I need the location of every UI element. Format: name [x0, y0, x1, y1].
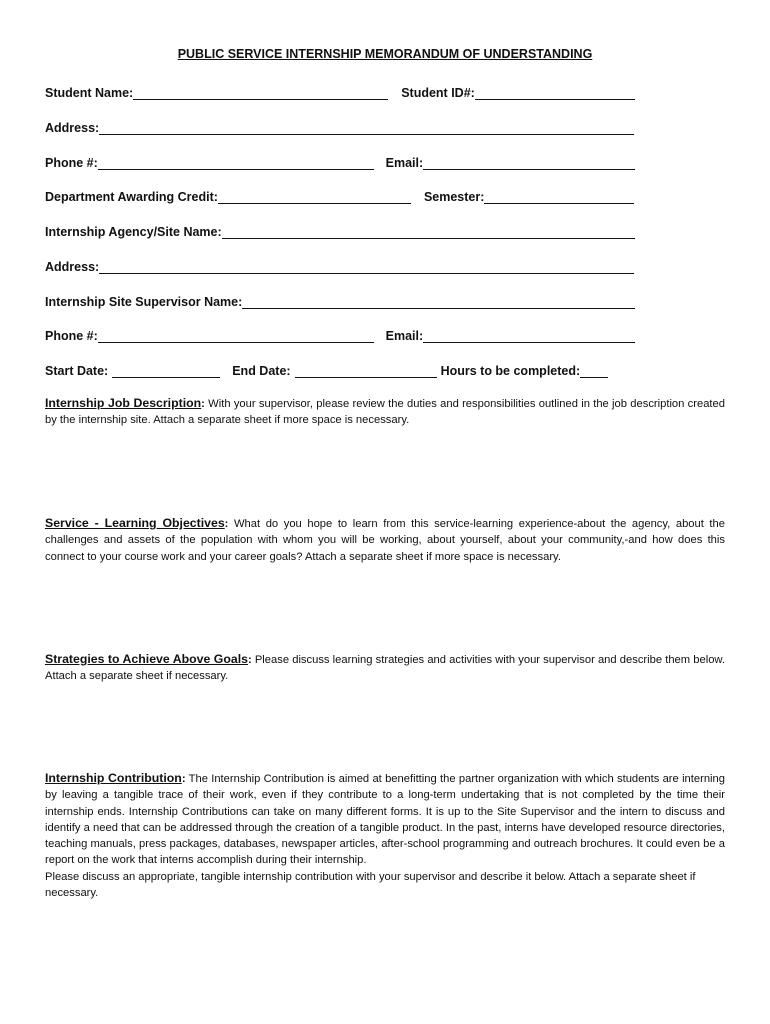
- contribution-text: The Internship Contribution is aimed at benefitting the partner organization with which students are interning by leaving a tangible trace of their work, even if they contribute to a long-term undertaking that is not completed by the time their internship ends. Internship Contributions can take on many different forms. It is up to the Site Supervisor and the intern to discuss and identify a need that can be addressed through the creation of a tangible product. In the past, interns have developed resource directories, teaching manuals, press packages, databases, newspaper articles, after-school programming and outreach brochures. It could even be a report on the work that interns accomplish during their internship.: [45, 773, 725, 867]
- student-row: [45, 82, 635, 100]
- job-description-section: Internship Job Description: With your supervisor, please review the duties and responsibilities outlined in the job description created by the internship site. Attach a separate sheet if more space is necessary.: [45, 396, 725, 427]
- start-date-field[interactable]: [112, 364, 220, 378]
- student-name-label: Student Name:: [45, 86, 134, 100]
- email-field[interactable]: [423, 156, 635, 170]
- agency-field[interactable]: [222, 225, 635, 239]
- supervisor-phone-field[interactable]: [98, 329, 374, 343]
- address-field[interactable]: [99, 121, 634, 135]
- end-date-label: End Date:: [232, 364, 291, 378]
- site-address-label: Address:: [45, 260, 100, 274]
- supervisor-contact-row: [45, 325, 635, 343]
- objectives-text: What do you hope to learn from this service-learning experience-about the agency, about the challenges and assets of the population with whom you will be working, about yourself, about your community,-and how does this connect to your course work and your career goals? Attach a separate sheet if more space is necessary.: [45, 518, 725, 563]
- start-date-label: Start Date:: [45, 364, 109, 378]
- strategies-section: Strategies to Achieve Above Goals: Please discuss learning strategies and activities with your supervisor and describe them below. Attach a separate sheet if necessary.: [45, 652, 725, 683]
- strategies-text: Please discuss learning strategies and activities with your supervisor and describe them below. Attach a separate sheet if necessary.: [45, 654, 725, 683]
- job-description-heading: Internship Job Description: [45, 396, 202, 410]
- objectives-section: Service - Learning Objectives: What do you hope to learn from this service-learning experience-about the agency, about the challenges and assets of the population with whom you will be working, about yourself, about your community,-and how does this connect to your course work and your career goals? Attach a separate sheet if more space is necessary.: [45, 516, 725, 563]
- hours-field[interactable]: [580, 364, 608, 378]
- site-address-field[interactable]: [99, 260, 634, 274]
- hours-label: Hours to be completed:: [440, 364, 581, 378]
- page-title: PUBLIC SERVICE INTERNSHIP MEMORANDUM OF UNDERSTANDING: [177, 47, 593, 61]
- agency-row: [45, 221, 635, 239]
- student-id-field[interactable]: [475, 86, 635, 100]
- semester-label: Semester:: [423, 190, 485, 204]
- address-label: Address:: [45, 121, 100, 135]
- job-description-text: With your supervisor, please review the duties and responsibilities outlined in the job description created by the internship site. Attach a separate sheet if more space is necessary.: [45, 398, 725, 427]
- dates-row: [45, 360, 635, 378]
- phone-field[interactable]: [98, 156, 374, 170]
- department-row: [45, 186, 635, 204]
- semester-field[interactable]: [484, 190, 634, 204]
- objectives-heading: Service - Learning Objectives: [45, 516, 225, 530]
- supervisor-email-label: Email:: [385, 329, 424, 343]
- email-label: Email:: [385, 156, 424, 170]
- address-row: [45, 117, 635, 135]
- site-address-row: [45, 256, 635, 274]
- contribution-section: Internship Contribution: The Internship Contribution is aimed at benefitting the partner organization with which students are interning by leaving a tangible trace of their work, even if they contribute to a long-term undertaking that is not completed by the time their internship ends. Internship Contributions can take on many different forms. It is up to the Site Supervisor and the intern to discuss and identify a need that can be addressed through the creation of a tangible product. In the past, interns have developed resource directories, teaching manuals, press packages, databases, newspaper articles, after-school programming and outreach brochures. It could even be a report on the work that interns accomplish during their internship. Please discuss an appropriate, tangible internship contribution with your supervisor and describe it below. Attach a separate sheet if necessary.: [45, 770, 725, 901]
- supervisor-field[interactable]: [242, 295, 635, 309]
- department-label: Department Awarding Credit:: [45, 190, 218, 204]
- supervisor-email-field[interactable]: [423, 329, 635, 343]
- student-name-field[interactable]: [133, 86, 388, 100]
- student-id-label: Student ID#:: [401, 86, 475, 100]
- supervisor-label: Internship Site Supervisor Name:: [45, 295, 243, 309]
- department-field[interactable]: [218, 190, 411, 204]
- supervisor-phone-label: Phone #:: [45, 329, 98, 343]
- strategies-heading: Strategies to Achieve Above Goals: [45, 652, 248, 666]
- phone-label: Phone #:: [45, 156, 98, 170]
- contribution-heading: Internship Contribution: [45, 771, 182, 785]
- supervisor-row: [45, 291, 635, 309]
- agency-label: Internship Agency/Site Name:: [45, 225, 222, 239]
- phone-email-row: [45, 152, 635, 170]
- contribution-instructions: Please discuss an appropriate, tangible internship contribution with your supervisor and describe it below. Attach a separate sheet if necessary.: [45, 870, 696, 900]
- end-date-field[interactable]: [295, 364, 437, 378]
